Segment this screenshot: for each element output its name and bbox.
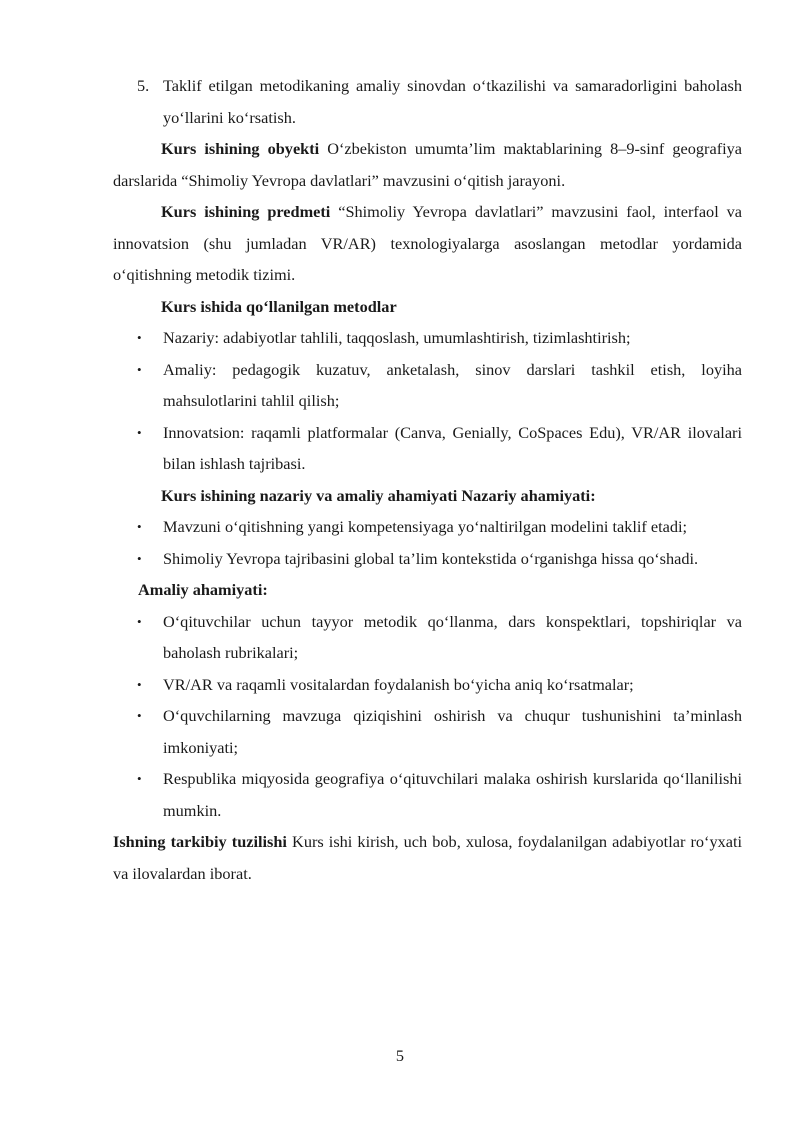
item-number: 5. bbox=[137, 76, 150, 95]
bullet-icon: • bbox=[137, 676, 142, 692]
practical-heading: Amaliy ahamiyati: bbox=[138, 580, 268, 599]
list-item bbox=[113, 417, 742, 480]
page-number: 5 bbox=[395, 1046, 405, 1065]
list-item-text: Nazariy: adabiyotlar tahlili, taqqoslash, umumlashtirish, tizimlashtirish; bbox=[163, 328, 631, 347]
item-text: Taklif etilgan metodikaning amaliy sinovdan o‘tkazilishi va samaradorligini baholash yo‘llarini ko‘rsatish. bbox=[163, 76, 742, 127]
predmet-text: “Shimoliy Yevropa davlatlari” mavzusini faol, interfaol va innovatsion (shu jumladan VR/AR) texnologiyalarga asoslangan metodlar yordamida o‘qitishning metodik tizimi. bbox=[113, 202, 742, 284]
list-item bbox=[113, 543, 742, 575]
list-item-text: Mavzuni o‘qitishning yangi kompetensiyaga yo‘naltirilgan modelini taklif etadi; bbox=[163, 517, 688, 536]
list-item-text: Shimoliy Yevropa tajribasini global ta’lim kontekstida o‘rganishga hissa qo‘shadi. bbox=[163, 548, 699, 568]
significance-heading: Kurs ishining nazariy va amaliy ahamiyati Nazariy ahamiyati: bbox=[161, 485, 596, 505]
list-item-text: Respublika miqyosida geografiya o‘qituvchilari malaka oshirish kurslarida qo‘llanilishi mumkin. bbox=[163, 769, 742, 820]
paragraph-structure bbox=[113, 826, 742, 889]
bullet-icon: • bbox=[137, 708, 142, 723]
bullet-icon: • bbox=[137, 330, 142, 345]
list-item-text: O‘quvchilarning mavzuga qiziqishini oshirish va chuqur tushunishini ta’minlash imkoniyati; bbox=[163, 706, 742, 757]
list-item bbox=[113, 669, 742, 701]
methods-heading: Kurs ishida qo‘llanilgan metodlar bbox=[161, 296, 397, 316]
structure-label: Ishning tarkibiy tuzilishi bbox=[113, 832, 287, 851]
list-item bbox=[113, 511, 742, 543]
bullet-icon: • bbox=[137, 519, 142, 534]
bullet-icon: • bbox=[137, 361, 142, 377]
bullet-icon: • bbox=[137, 771, 142, 786]
list-item bbox=[113, 763, 742, 826]
page-content bbox=[113, 70, 742, 889]
structure-text: Kurs ishi kirish, uch bob, xulosa, foydalanilgan adabiyotlar ro‘yxati va ilovalardan iborat. bbox=[113, 832, 742, 883]
list-item-text: O‘qituvchilar uchun tayyor metodik qo‘llanma, dars konspektlari, topshiriqlar va baholash rubrikalari; bbox=[163, 611, 742, 662]
list-item-text: VR/AR va raqamli vositalardan foydalanish bo‘yicha aniq ko‘rsatmalar; bbox=[163, 674, 634, 694]
list-item bbox=[113, 606, 742, 669]
list-item bbox=[113, 354, 742, 417]
bullet-icon: • bbox=[137, 424, 142, 440]
list-item bbox=[113, 322, 742, 354]
list-item-text: Amaliy: pedagogik kuzatuv, anketalash, sinov darslari tashkil etish, loyiha mahsulotlarini tahlil qilish; bbox=[163, 359, 742, 410]
paragraph-predmet bbox=[113, 196, 742, 291]
list-item bbox=[113, 700, 742, 763]
bullet-icon: • bbox=[137, 613, 142, 629]
bullet-icon: • bbox=[137, 550, 142, 566]
predmet-label: Kurs ishining predmeti bbox=[161, 202, 331, 221]
list-item-text: Innovatsion: raqamli platformalar (Canva, Genially, CoSpaces Edu), VR/AR ilovalari bilan ishlash tajribasi. bbox=[163, 422, 742, 473]
numbered-item-5 bbox=[113, 70, 742, 133]
paragraph-obyekt bbox=[113, 133, 742, 196]
obyekt-label: Kurs ishining obyekti bbox=[161, 139, 320, 158]
obyekt-text: O‘zbekiston umumta’lim maktablarining 8–9-sinf geografiya darslarida “Shimoliy Yevropa davlatlari” mavzusini o‘qitish jarayoni. bbox=[113, 139, 743, 190]
